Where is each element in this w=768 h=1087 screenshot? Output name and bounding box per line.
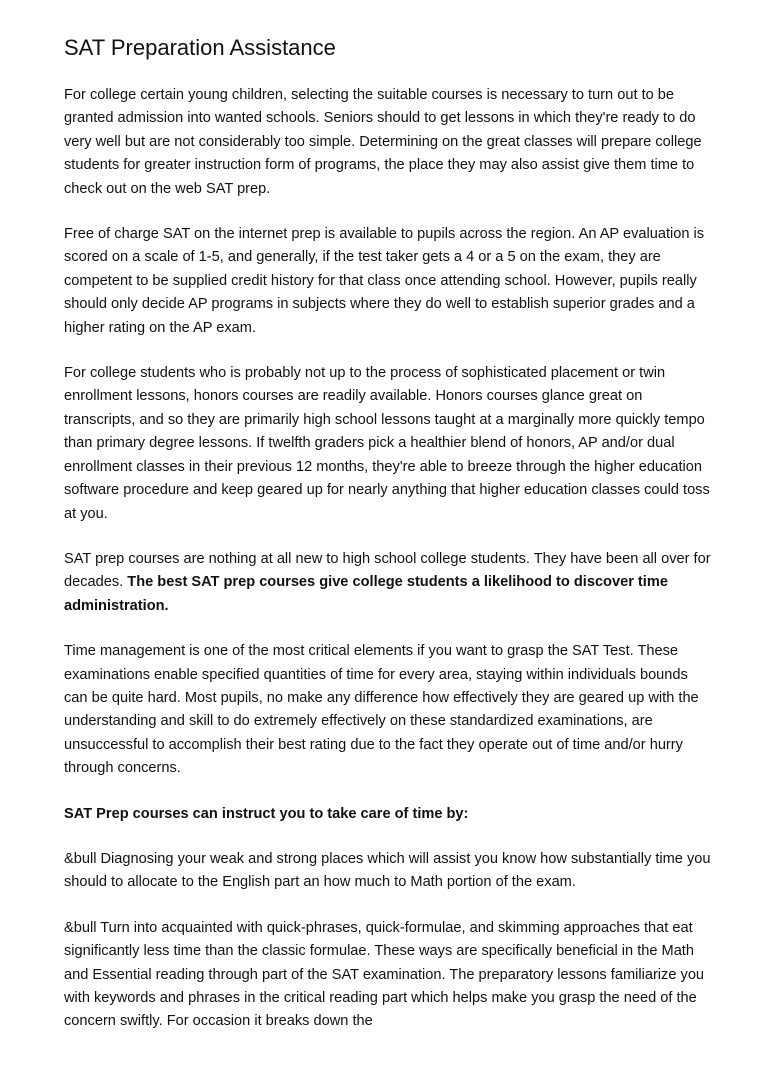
section-heading-text: SAT Prep courses can instruct you to take care of time by: <box>64 805 469 822</box>
paragraph-bold-text: The best SAT prep courses give college students a likelihood to discover time administration. <box>64 574 668 614</box>
paragraph-text: For college students who is probably not up to the process of sophisticated placement or twin enrollment lessons, honors courses are readily available. Honors courses glance great on transcripts, and so they are primarily high school lessons taught at a marginally more quickly tempo than primary degree lessons. If twelfth graders pick a healthier blend of honors, AP and/or dual enrollment classes in their previous 12 months, they're able to breeze through the higher education software procedure and keep geared up for nearly anything that higher education classes could toss at you. <box>64 365 710 522</box>
paragraph-3 <box>64 362 712 526</box>
section-heading <box>64 803 712 826</box>
paragraph-1 <box>64 84 712 201</box>
paragraph-5 <box>64 640 712 780</box>
paragraph-text: For college certain young children, selecting the suitable courses is necessary to turn out to be granted admission into wanted schools. Seniors should to get lessons in which they're ready to do very well but are not considerably too simple. Determining on the great classes will prepare college students for greater instruction form of programs, the place they may also assist give them time to check out on the web SAT prep. <box>64 87 702 197</box>
bullet-paragraph-2 <box>64 917 712 1034</box>
paragraph-text: Time management is one of the most critical elements if you want to grasp the SAT Test. These examinations enable specified quantities of time for every area, staying within individuals bounds can be quite hard. Most pupils, no make any difference how effectively they are geared up with the understanding and skill to do extremely effectively on these standardized examinations, are unsuccessful to accomplish their best rating due to the fact they operate out of time and/or hurry through concerns. <box>64 643 699 777</box>
bullet-paragraph-1 <box>64 848 712 895</box>
paragraph-text: SAT prep courses are nothing at all new to high school college students. They have been all over for decades. <box>64 550 711 591</box>
paragraph-text: &bull Turn into acquainted with quick-phrases, quick-formulae, and skimming approaches that eat significantly less time than the classic formulae. These ways are specifically beneficial in the Math and Essential reading through part of the SAT examination. The preparatory lessons familiarize you with keywords and phrases in the critical reading part which helps make you grasp the need of the concern swiftly. For occasion it breaks down the <box>64 919 705 1030</box>
page-title: SAT Preparation Assistance <box>64 35 336 60</box>
paragraph-4 <box>64 548 712 618</box>
paragraph-2 <box>64 223 712 340</box>
paragraph-text: Free of charge SAT on the internet prep is available to pupils across the region. An AP evaluation is scored on a scale of 1-5, and generally, if the test taker gets a 4 or a 5 on the exam, they are competent to be supplied credit history for that class once attending school. However, pupils really should only decide AP programs in subjects where they do well to establish superior grades and a higher rating on the AP exam. <box>64 226 705 336</box>
paragraph-text: &bull Diagnosing your weak and strong places which will assist you know how substantially time you should to allocate to the English part an how much to Math portion of the exam. <box>64 850 711 891</box>
document-page <box>64 34 712 1056</box>
